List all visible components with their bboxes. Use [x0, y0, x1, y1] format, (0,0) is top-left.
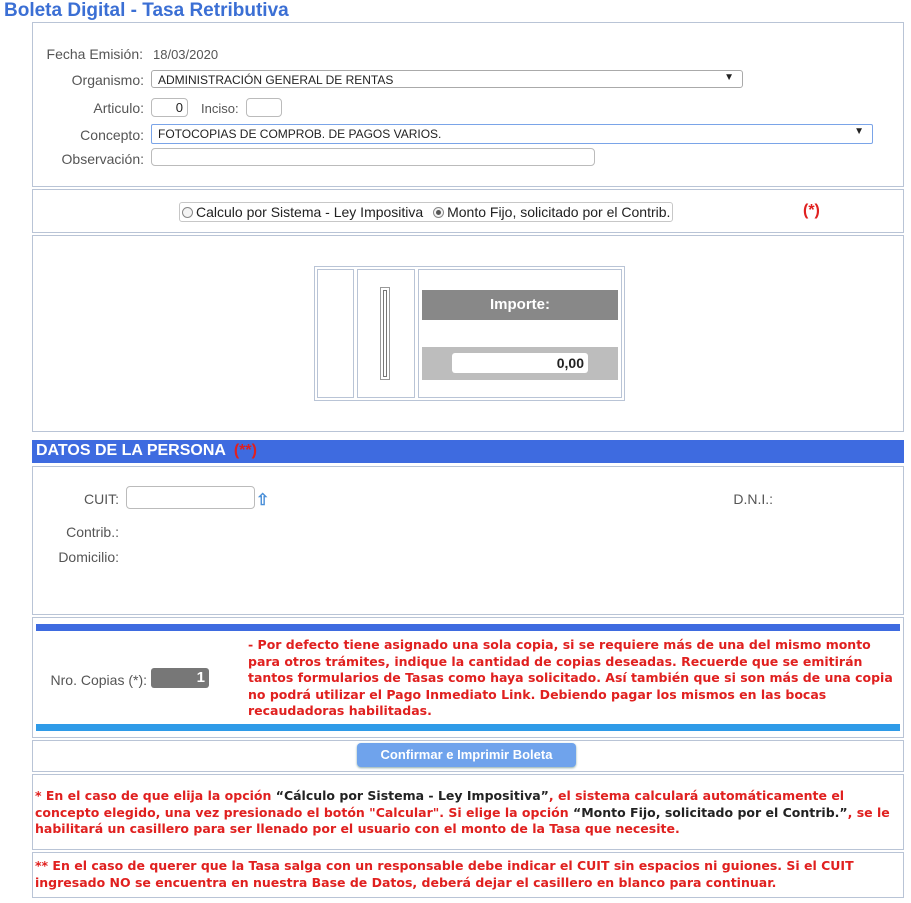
chevron-down-icon: ▼	[724, 72, 734, 83]
persona-panel	[32, 466, 904, 615]
persona-header-title: DATOS DE LA PERSONA (**)	[36, 442, 257, 459]
contrib-label: Contrib.:	[66, 524, 119, 540]
articulo-label: Articulo:	[93, 100, 144, 116]
scroll-thumb[interactable]	[383, 290, 387, 377]
observacion-input[interactable]	[151, 148, 595, 166]
importe-cell-right	[418, 269, 622, 398]
dni-label: D.N.I.:	[733, 491, 773, 507]
organismo-select[interactable]	[151, 70, 743, 88]
actions-panel	[32, 740, 904, 772]
confirm-print-button[interactable]: Confirmar e Imprimir Boleta	[357, 743, 576, 767]
form-panel	[32, 22, 904, 187]
persona-header	[32, 440, 904, 463]
fecha-label: Fecha Emisión:	[46, 46, 143, 62]
observacion-label: Observación:	[61, 151, 144, 167]
fecha-value: 18/03/2020	[153, 47, 219, 62]
cuit-label: CUIT:	[84, 491, 119, 507]
radio-checked-icon[interactable]	[433, 207, 444, 218]
calc-option-monto-fijo[interactable]: Monto Fijo, solicitado por el Contrib.	[433, 204, 670, 220]
importe-input-bar	[422, 347, 618, 380]
radio-icon[interactable]	[182, 207, 193, 218]
cuit-input[interactable]	[126, 486, 255, 509]
articulo-input[interactable]: 0	[151, 98, 188, 117]
calc-options-panel	[32, 189, 904, 233]
copias-panel	[32, 617, 904, 738]
importe-label: Importe:	[422, 290, 618, 320]
chevron-down-icon: ▼	[854, 126, 864, 137]
inciso-input[interactable]	[246, 98, 282, 117]
organismo-label: Organismo:	[71, 72, 144, 88]
copias-bottom-bar	[36, 724, 900, 731]
page-title: Boleta Digital - Tasa Retributiva	[4, 0, 289, 21]
copias-note: - Por defecto tiene asignado una sola copia, si se requiere más de una del mismo monto para otros trámites, indique la cantidad de copias deseadas. Recuerde que se emitirán tantos formularios de Tasas como haya solicitado. Así también que si son más de una copia no podrá utilizar el Pago Inmediato Link. Debiendo pagar los mismos en las bocas recaudadoras habilitadas.	[248, 637, 893, 718]
scroll-track[interactable]	[380, 287, 390, 380]
domicilio-label: Domicilio:	[58, 549, 119, 565]
calc-options-group	[179, 202, 673, 222]
concepto-value: FOTOCOPIAS DE COMPROB. DE PAGOS VARIOS.	[158, 127, 442, 141]
importe-frame	[314, 266, 625, 401]
required-mark: (*)	[803, 202, 820, 219]
copias-input[interactable]: 1	[151, 668, 209, 688]
note2-panel	[32, 852, 904, 898]
calc-option-sistema[interactable]: Calculo por Sistema - Ley Impositiva	[182, 204, 423, 220]
organismo-value: ADMINISTRACIÓN GENERAL DE RENTAS	[158, 73, 394, 87]
copias-top-bar	[36, 624, 900, 631]
importe-cell-mid	[357, 269, 415, 398]
importe-panel	[32, 235, 904, 432]
note1-panel	[32, 774, 904, 850]
note2-text: ** En el caso de querer que la Tasa salga con un responsable debe indicar el CUIT sin espacios ni guiones. Si el CUIT ingresado NO se encuentra en nuestra Base de Datos, deberá dejar el casillero en blanco para continuar.	[35, 858, 854, 890]
concepto-label: Concepto:	[80, 127, 144, 143]
copias-label: Nro. Copias (*):	[50, 672, 147, 688]
importe-input[interactable]: 0,00	[452, 353, 588, 373]
note1-text: * En el caso de que elija la opción “Cálculo por Sistema - Ley Impositiva”, el sistema calculará automáticamente el concepto elegido, una vez presionado el botón "Calcular". Si elige la opción “Monto Fijo, solicitado por el Contrib.”, se le habilitará un casillero para ser llenado por el usuario con el monto de la Tasa que necesite.	[35, 788, 890, 836]
importe-cell-left	[317, 269, 354, 398]
inciso-label: Inciso:	[201, 101, 239, 116]
arrow-up-icon[interactable]: ⇧	[256, 492, 270, 509]
concepto-select[interactable]	[151, 124, 873, 144]
